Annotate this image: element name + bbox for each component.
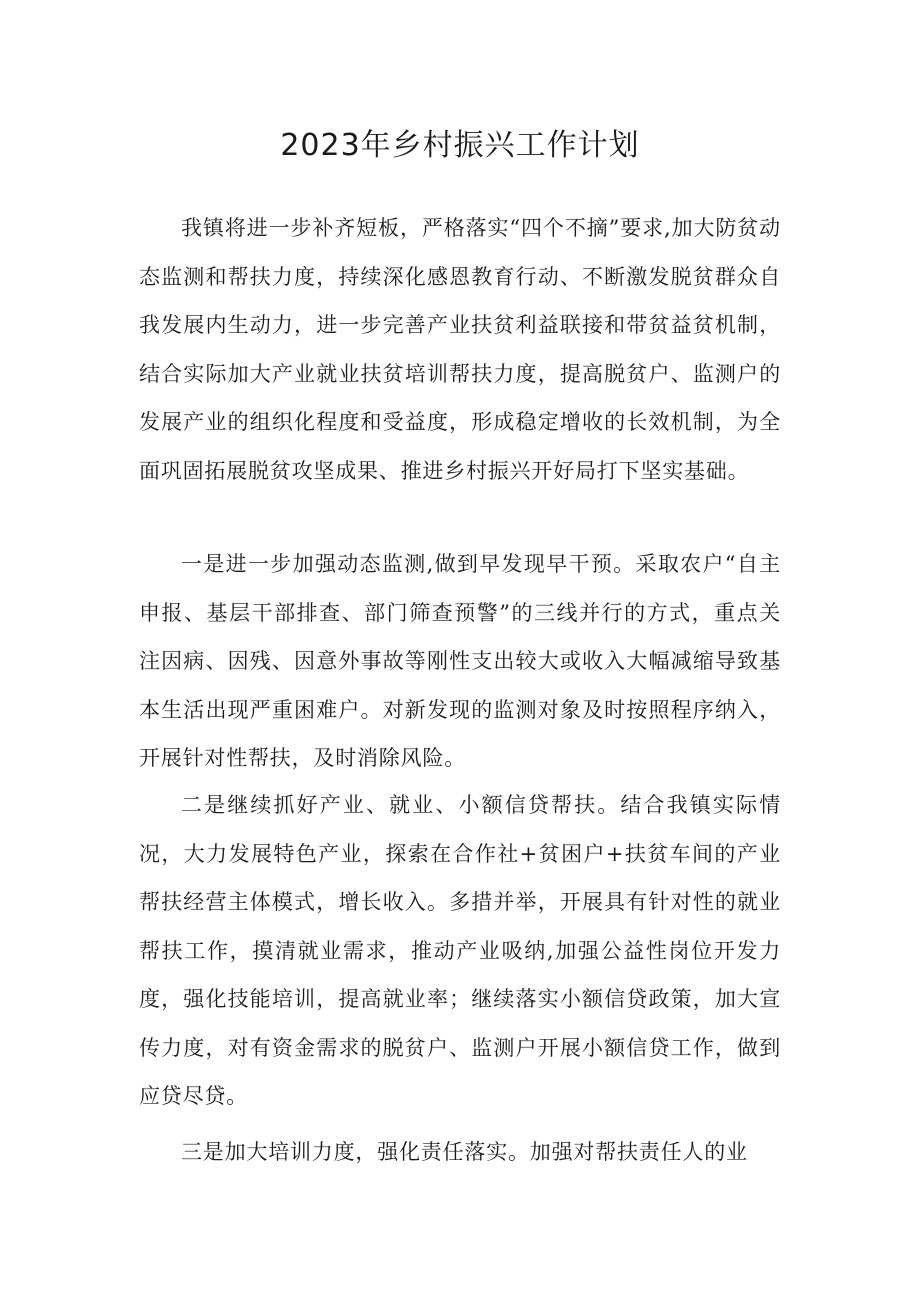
paragraph-training: 三是加大培训力度，强化责任落实。加强对帮扶责任人的业 (181, 1140, 748, 1164)
paragraph-intro: 我镇将进一步补齐短板，严格落实“四个不摘”要求,加大防贫动态监测和帮扶力度，持续深化感恩教育行动、不断激发脱贫群众自我发展内生动力，进一步完善产业扶贫利益联接和带贫益贫机制，结合实际加大产业就业扶贫培训帮扶力度，提高脱贫户、监测户的发展产业的组织化程度和受益度，形成稳定增收的长效机制，为全面巩固拓展脱贫攻坚成果、推进乡村振兴开好局打下坚实基础。 (139, 216, 781, 483)
paragraph-monitoring: 一是进一步加强动态监测,做到早发现早干预。采取农户“自主申报、基层干部排查、部门筛查预警”的三线并行的方式，重点关注因病、因残、因意外事故等刚性支出较大或收入大幅减缩导致基本生活出现严重困难户。对新发现的监测对象及时按照程序纳入，开展针对性帮扶，及时消除风险。 (139, 552, 781, 770)
document-title: 2023年乡村振兴工作计划 (280, 128, 640, 163)
paragraph-industry-employment: 二是继续抓好产业、就业、小额信贷帮扶。结合我镇实际情况，大力发展特色产业，探索在合作社+贫困户+扶贫车间的产业帮扶经营主体模式，增长收入。多措并举，开展具有针对性的就业帮扶工作，摸清就业需求，推动产业吸纳,加强公益性岗位开发力度，强化技能培训，提高就业率；继续落实小额信贷政策，加大宣传力度，对有资金需求的脱贫户、监测户开展小额信贷工作，做到应贷尽贷。 (139, 793, 781, 1108)
